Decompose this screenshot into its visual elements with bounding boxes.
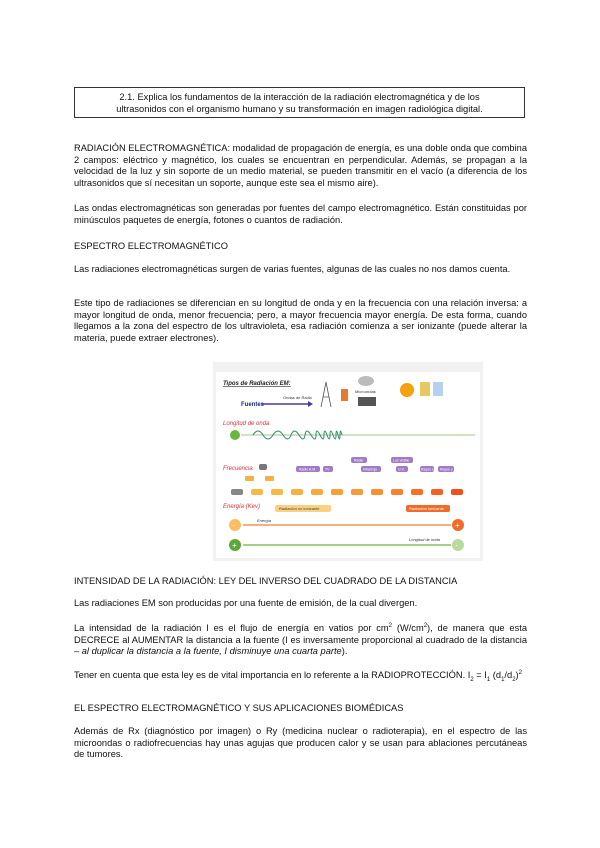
text: (d bbox=[490, 670, 502, 681]
dish-icon bbox=[358, 376, 374, 386]
band-label: U.V. bbox=[398, 467, 405, 472]
text: La intensidad de la radiación I es el flujo de energía en vatios por cm bbox=[74, 623, 389, 634]
text: Tener en cuenta que esta ley es de vital importancia en lo referente a la RADIOPROTECCIÓN. I bbox=[74, 670, 471, 681]
sub: 2 bbox=[512, 676, 516, 683]
text: ). bbox=[341, 646, 348, 657]
paragraph-radioproteccion bbox=[74, 668, 527, 687]
paragraph-fuentes: Las radiaciones electromagnéticas surgen de varias fuentes, algunas de las cuales no nos damos cuenta. bbox=[74, 264, 511, 274]
label-frecuencia: Frecuencia bbox=[223, 466, 253, 472]
lambda-marker bbox=[230, 430, 240, 440]
question-line-1: 2.1. Explica los fundamentos de la interacción de la radiación electromagnética y de los bbox=[119, 92, 480, 102]
paragraph-radiacion: RADIACIÓN ELECTROMAGNÉTICA: modalidad de propagación de energía, es una doble onda que combina 2 campos: eléctrico y magnético, los cuales se encuentran en perpendicular. Además, se propagan a la velocidad de la luz y sin soporte de un medio material, se pueden transmitir en el vacío (a diferencia de los ultrasonidos que sí necesitan un soporte, aunque este sea el mismo aire). bbox=[74, 143, 527, 188]
paragraph-ondas: Las ondas electromagnéticas son generadas por fuentes del campo electromagnético. Están constituidas por minúsculos paquetes de energía, fotones o cuantos de radiación. bbox=[74, 203, 527, 225]
text: /d bbox=[504, 670, 513, 681]
sup: 2 bbox=[518, 670, 522, 676]
label-longitud: Longitud de onda bbox=[223, 421, 270, 427]
band-label: Rayos x bbox=[421, 467, 434, 472]
band-label: Radio A.M bbox=[299, 467, 316, 472]
band-label: TV bbox=[325, 467, 330, 472]
question-line-2: ultrasonidos con el organismo humano y su transformación en imagen radiológica digital. bbox=[116, 104, 483, 114]
paragraph-intensidad bbox=[74, 621, 527, 658]
paragraph-tipo: Este tipo de radiaciones se diferencian en su longitud de onda y en la frecuencia con una relación inversa: a mayor longitud de onda, menor frecuencia; pero, a mayor frecuencia mayor energía. De esta forma, cuando llegamos a la zona del espectro de los ultravioleta, esa radiación comienza a ser ionizante (puede alterar la materia, puede extraer electrones). bbox=[74, 298, 527, 343]
em-spectrum-figure bbox=[213, 362, 483, 561]
sub: 1 bbox=[486, 676, 491, 683]
xray-icon bbox=[420, 382, 430, 396]
heading-intensidad: INTENSIDAD DE LA RADIACIÓN: LEY DEL INVERSO DEL CUADRADO DE LA DISTANCIA bbox=[74, 576, 458, 586]
italic-text: al duplicar la distancia a la fuente, I disminuye una cuarta parte bbox=[81, 646, 342, 657]
sup: 2 bbox=[388, 623, 393, 629]
question-box bbox=[74, 87, 525, 118]
label-energia: Energía (Kev) bbox=[223, 504, 261, 510]
svg-text:-: - bbox=[455, 542, 458, 550]
microwave-icon bbox=[358, 397, 376, 406]
svg-text:+: + bbox=[232, 541, 237, 550]
frequency-marker bbox=[259, 464, 267, 470]
phone-icon bbox=[341, 389, 348, 401]
label-no-ionizante: Radiación no ionizante bbox=[279, 506, 320, 511]
band-label: Radar bbox=[354, 458, 364, 463]
sup: 2 bbox=[423, 623, 428, 629]
medical-icon bbox=[433, 382, 443, 396]
heading-aplicaciones: EL ESPECTRO ELECTROMAGNÉTICO Y SUS APLICACIONES BIOMÉDICAS bbox=[74, 703, 404, 713]
label-energy-arrow: Energía bbox=[257, 518, 272, 523]
paragraph-aplicaciones: Además de Rx (diagnóstico por imagen) o Ry (medicina nuclear o radioterapia), en el espectro de las microondas o radiofrecuencias hay unas agujas que producen calor y se usan para ablaciones percutáneas de tumores. bbox=[74, 726, 527, 760]
label-ionizante: Radiación ionizante bbox=[409, 506, 444, 511]
text: ) bbox=[515, 670, 519, 681]
paragraph-emision: Las radiaciones EM son producidas por una fuente de emisión, de la cual divergen. bbox=[74, 598, 418, 608]
sub: 2 bbox=[470, 676, 474, 683]
label-ondas-radio: Ondas de Radio bbox=[283, 395, 312, 400]
band-label: Rayos γ bbox=[440, 467, 453, 472]
sun-icon bbox=[400, 383, 414, 397]
label-fuentes: Fuentes bbox=[241, 402, 265, 408]
band-label: Luz visible bbox=[393, 458, 410, 463]
svg-text:+: + bbox=[455, 521, 460, 530]
band-label: Infrarrojo bbox=[363, 467, 378, 472]
text: ), de manera que esta DECRECE al AUMENTAR la distancia a la fuente (I es inversamente proporcional al cuadrado de la distancia – bbox=[74, 623, 527, 657]
figure-title: Tipos de Radiación EM: bbox=[223, 381, 291, 387]
sub: 1 bbox=[501, 676, 505, 683]
label-wave-arrow: Longitud de onda bbox=[409, 537, 440, 542]
heading-espectro: ESPECTRO ELECTROMAGNÉTICO bbox=[74, 241, 228, 251]
svg-text:-: - bbox=[232, 522, 235, 530]
text: (W/cm bbox=[392, 623, 424, 634]
text: = I bbox=[473, 670, 487, 681]
label-microondas: Microondas bbox=[355, 389, 376, 394]
